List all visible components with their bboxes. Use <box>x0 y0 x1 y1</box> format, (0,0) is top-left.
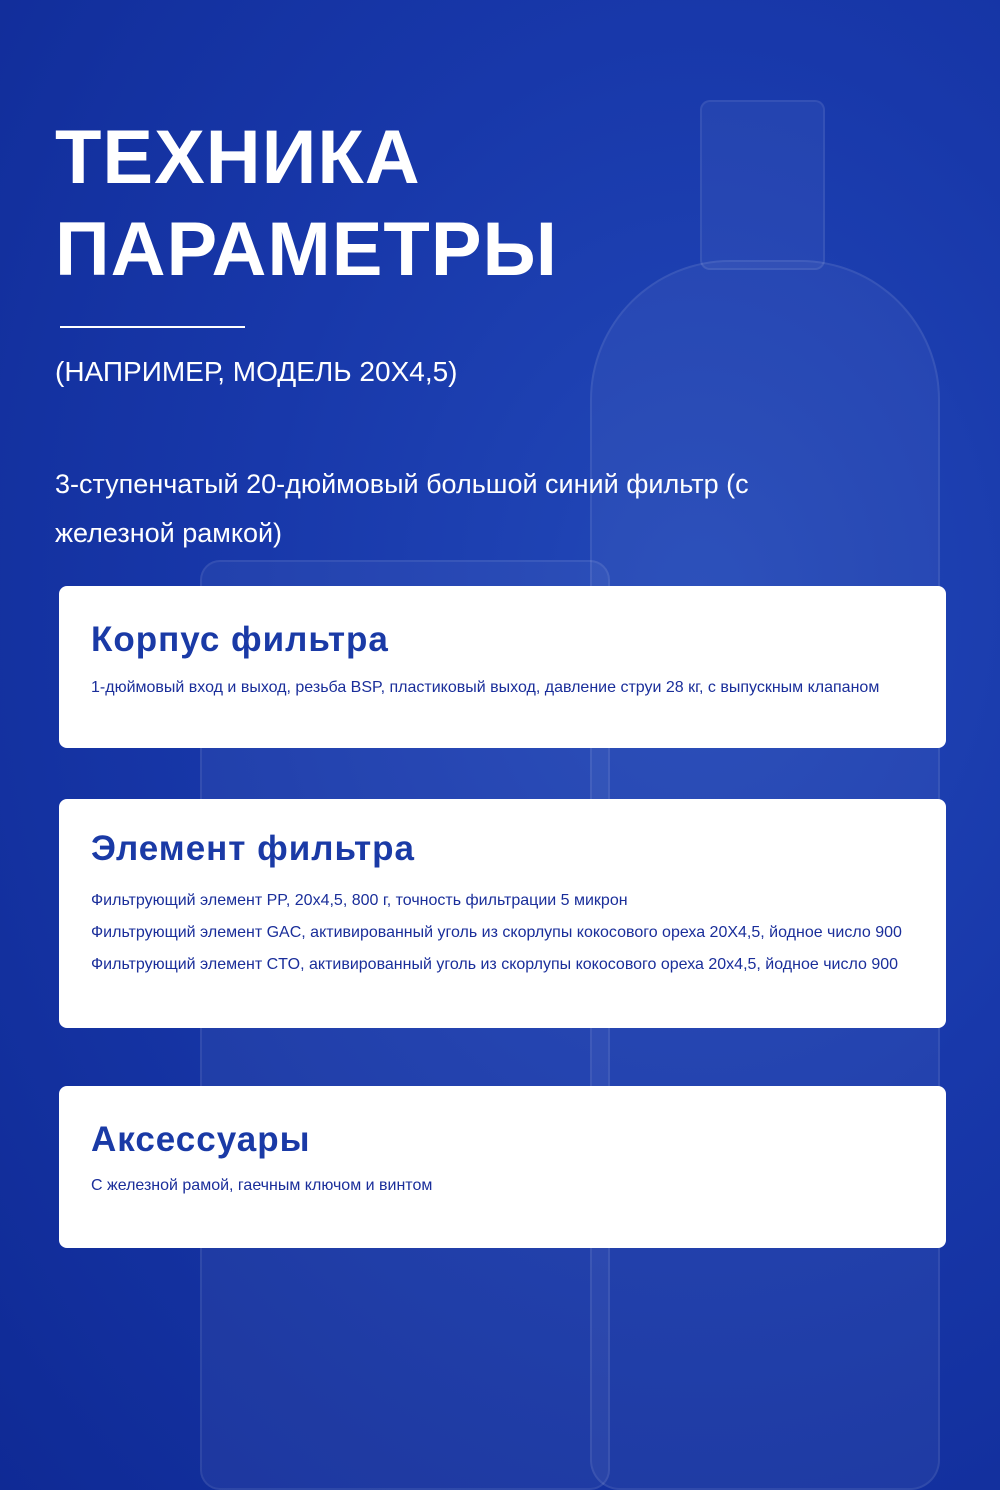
page-title <box>55 112 558 296</box>
bottle-neck-image <box>700 100 825 270</box>
card-filter-housing <box>59 586 946 748</box>
card-line: Фильтрующий элемент PP, 20x4,5, 800 г, точность фильтрации 5 микрон <box>91 892 628 909</box>
card-filter-element <box>59 799 946 1028</box>
divider <box>60 326 245 328</box>
card-title: Корпус фильтра <box>91 620 389 659</box>
title-line-1: ТЕХНИКА <box>55 115 421 200</box>
product-description: 3-ступенчатый 20-дюймовый большой синий фильтр (с железной рамкой) <box>55 469 749 548</box>
model-note: (НАПРИМЕР, МОДЕЛЬ 20X4,5) <box>55 356 458 387</box>
card-title: Аксессуары <box>91 1120 311 1159</box>
card-line: С железной рамой, гаечным ключом и винтом <box>91 1177 433 1194</box>
title-line-2: ПАРАМЕТРЫ <box>55 207 558 292</box>
card-title: Элемент фильтра <box>91 829 415 868</box>
card-line: 1-дюймовый вход и выход, резьба BSP, пластиковый выход, давление струи 28 кг, с выпускным клапаном <box>91 679 880 696</box>
card-line: Фильтрующий элемент GAC, активированный уголь из скорлупы кокосового ореха 20X4,5, йодное число 900 <box>91 924 902 941</box>
card-accessories <box>59 1086 946 1248</box>
card-line: Фильтрующий элемент CTO, активированный уголь из скорлупы кокосового ореха 20x4,5, йодное число 900 <box>91 956 899 973</box>
